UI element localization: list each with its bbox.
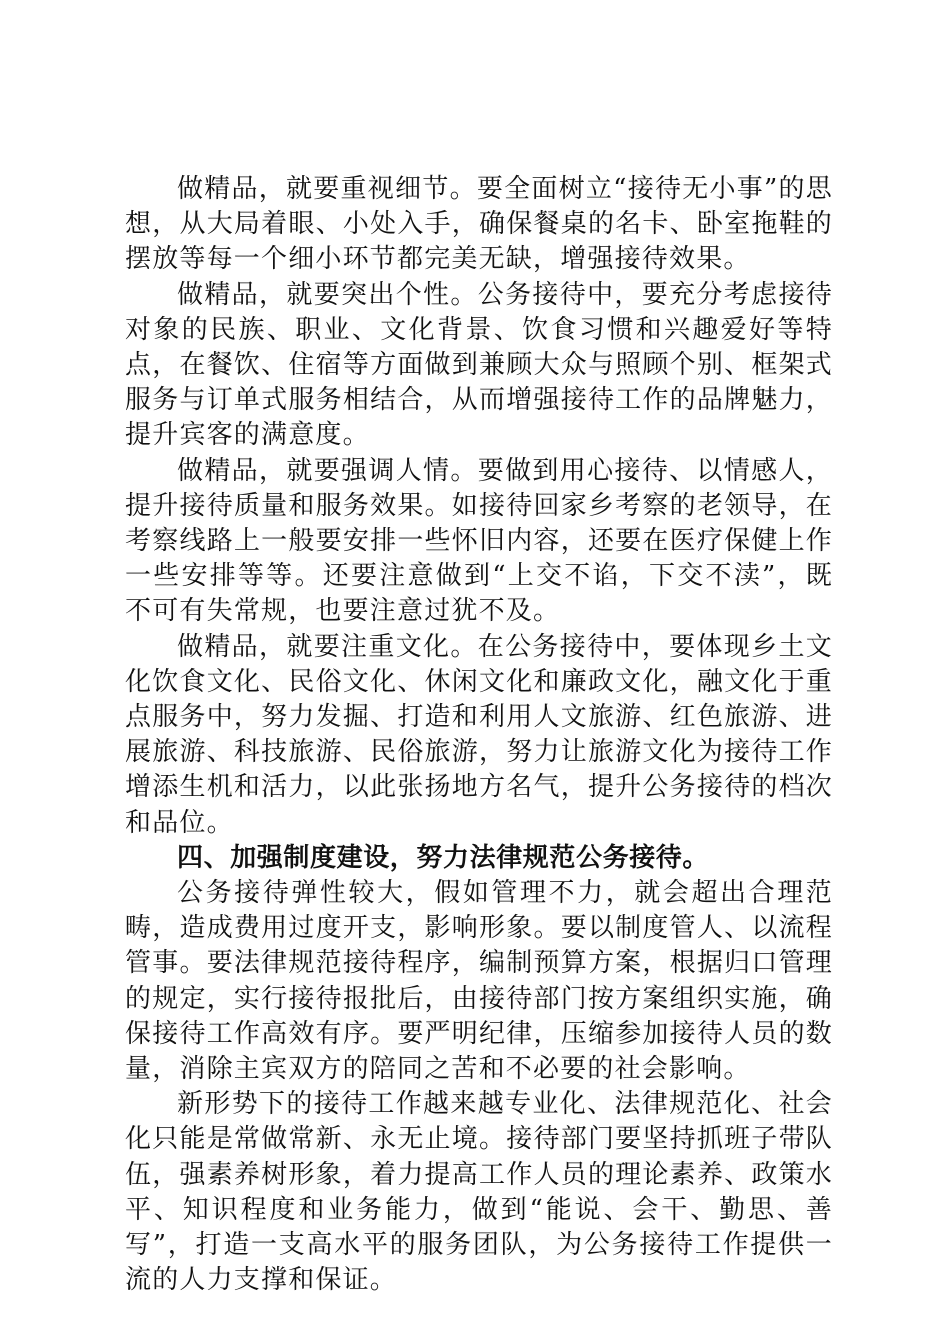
paragraph-details: 做精品，就要重视细节。要全面树立“接待无小事”的思想，从大局着眼、小处入手，确保餐桌的名卡、卧室拖鞋的摆放等每一个细小环节都完美无缺，增强接待效果。 [125, 174, 833, 275]
paragraph-new-situation: 新形势下的接待工作越来越专业化、法律规范化、社会化只能是常做常新、永无止境。接待部门要坚持抓班子带队伍，强素养树形象，着力提高工作人员的理论素养、政策水平、知识程度和业务能力，做到“能说、会干、勤思、善写”，打造一支高水平的服务团队，为公务接待工作提供一流的人力支撑和保证。 [125, 1089, 833, 1296]
paragraph-human-touch: 做精品，就要强调人情。要做到用心接待、以情感人，提升接待质量和服务效果。如接待回家乡考察的老领导，在考察线路上一般要安排一些怀旧内容，还要在医疗保健上作一些安排等等。还要注意做到“上交不谄，下交不渎”，既不可有失常规，也要注意过犹不及。 [125, 455, 833, 627]
document-body [125, 172, 833, 1299]
paragraph-regulation: 公务接待弹性较大，假如管理不力，就会超出合理范畴，造成费用过度开支，影响形象。要以制度管人、以流程管事。要法律规范接待程序，编制预算方案，根据归口管理的规定，实行接待报批后，由接待部门按方案组织实施，确保接待工作高效有序。要严明纪律，压缩参加接待人员的数量，消除主宾双方的陪同之苦和不必要的社会影响。 [125, 878, 833, 1085]
paragraph-culture: 做精品，就要注重文化。在公务接待中，要体现乡土文化饮食文化、民俗文化、休闲文化和廉政文化，融文化于重点服务中，努力发掘、打造和利用人文旅游、红色旅游、进展旅游、科技旅游、民俗旅游，努力让旅游文化为接待工作增添生机和活力，以此张扬地方名气，提升公务接待的档次和品位。 [125, 631, 833, 838]
paragraph-personality: 做精品，就要突出个性。公务接待中，要充分考虑接待对象的民族、职业、文化背景、饮食习惯和兴趣爱好等特点，在餐饮、住宿等方面做到兼顾大众与照顾个别、框架式服务与订单式服务相结合，从而增强接待工作的品牌魅力，提升宾客的满意度。 [125, 279, 833, 451]
section-heading-four: 四、加强制度建设，努力法律规范公务接待。 [177, 842, 710, 873]
